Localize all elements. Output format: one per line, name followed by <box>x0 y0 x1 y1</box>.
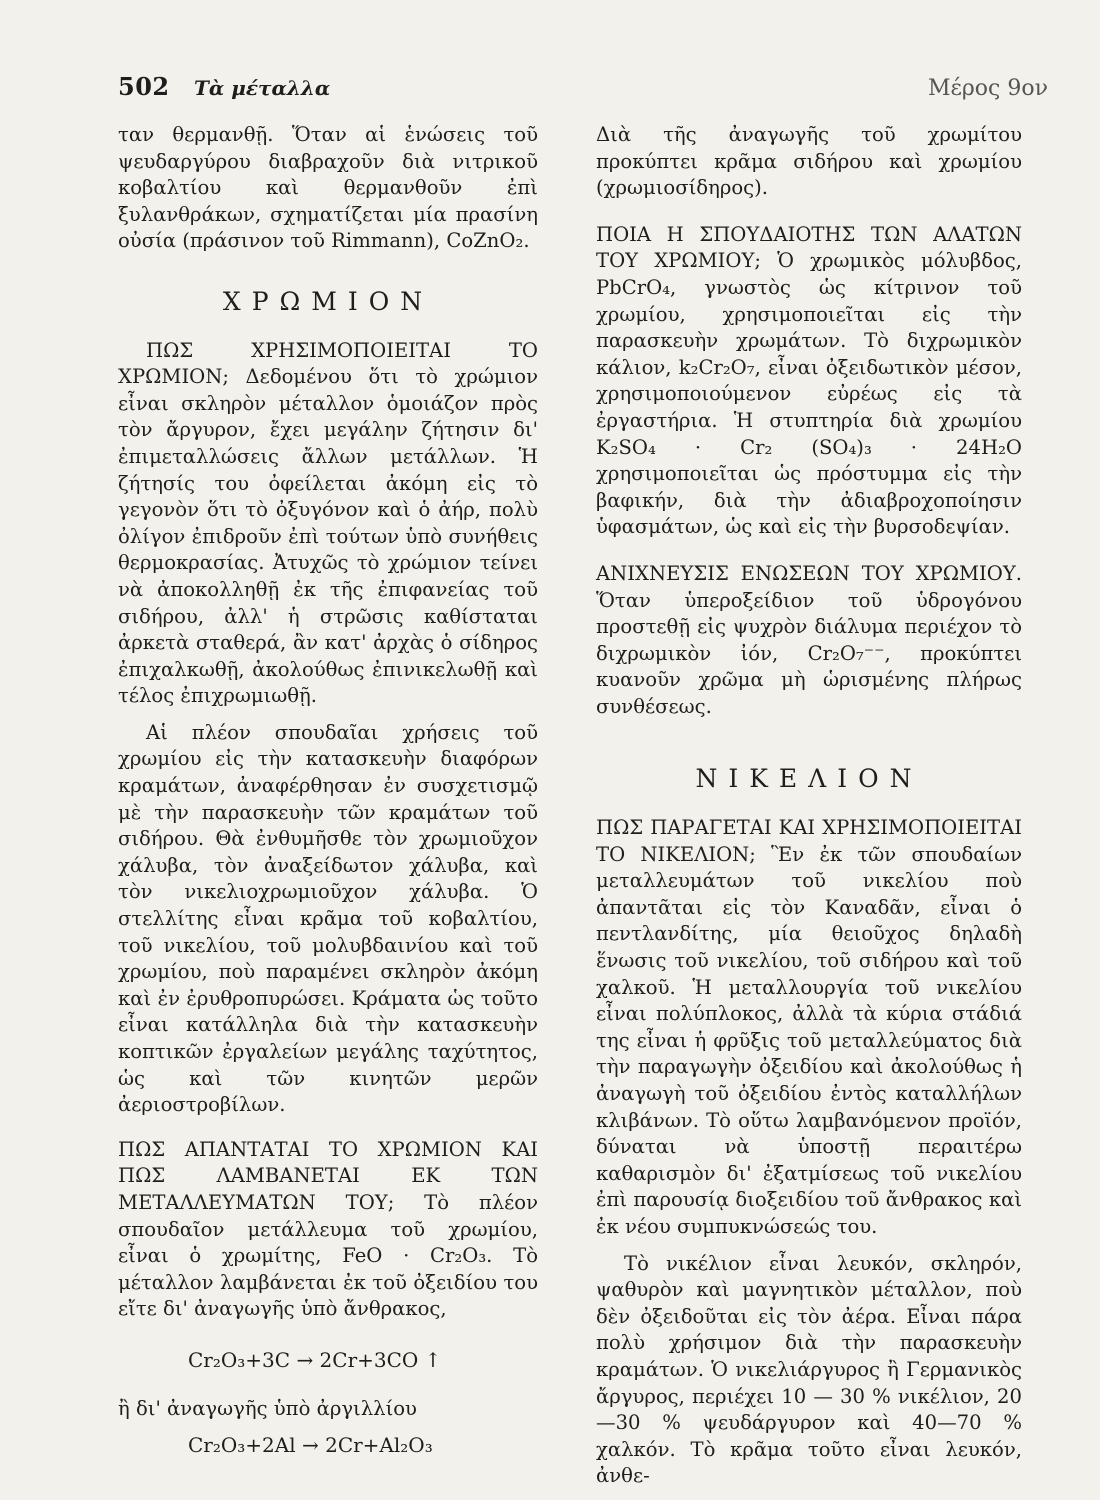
question-heading-detection: ΑΝΙΧΝΕΥΣΙΣ ΕΝΩΣΕΩΝ ΤΟΥ ΧΡΩΜΙΟΥ. <box>596 561 1022 585</box>
part-label: Μέρος 9ον <box>927 76 1048 101</box>
paragraph-ferrochrome: Διὰ τῆς ἀναγωγῆς τοῦ χρωμίτου προκύπτει κρᾶμα σιδήρου καὶ χρωμίου (χρωμιοσίδηρος). <box>596 123 1022 200</box>
running-title: Τὰ μέταλλα <box>194 76 331 100</box>
left-column <box>118 122 538 1481</box>
paragraph-text: Ὁ χρωμικὸς μόλυβδος, PbCrO₄, γνωστὸς ὡς κίτρινον τοῦ χρωμίου, χρησιμοποιεῖται εἰς τὴν παρασκευὴν χρωμάτων. Τὸ διχρωμικὸν κάλιον, k₂Cr₂O₇, εἶναι ὀξειδωτικὸν μέσον, χρησιμοποιούμενον εὐρέως εἰς τὰ ἐργαστήρια. Ἡ στυπτηρία διὰ χρωμίου K₂SO₄ · Cr₂ (SO₄)₃ · 24H₂O χρησιμοποιεῖται ὡς πρόστυμμα εἰς τὴν βαφικήν, διὰ τὴν ἀδιαβροχοποίησιν ὑφασμάτων, ὡς καὶ εἰς τὴν βυρσοδεψίαν. <box>596 249 1022 539</box>
question-heading-salts: ΠΟΙΑ Η ΣΠΟΥΔΑΙΟΤΗΣ ΤΩΝ ΑΛΑΤΩΝ ΤΟΥ ΧΡΩΜΙΟΥ; <box>596 222 1022 273</box>
paragraph-text: Ὅταν ὑπεροξείδιον τοῦ ὑδρογόνου προστεθῇ εἰς ψυχρὸν διάλυμα περιέχον τὸ διχρωμικὸν ἰόν, Cr₂O₇⁻⁻, προκύπτει κυανοῦν χρῶμα μὴ ὡρισμένης πλήρως συνθέσεως. <box>596 588 1022 718</box>
question-heading-uses: ΠΩΣ ΧΡΗΣΙΜΟΠΟΙΕΙΤΑΙ ΤΟ ΧΡΩΜΙΟΝ; <box>118 338 538 389</box>
page-header <box>118 72 1048 106</box>
paragraph-chromium-detection <box>596 561 1022 721</box>
page-number: 502 <box>118 72 170 101</box>
paragraph-nickel-properties: Τὸ νικέλιον εἶναι λευκόν, σκληρόν, ψαθυρὸν καὶ μαγνητικὸν μέταλλον, ποὺ δὲν ὀξειδοῦται εἰς τὸν ἀέρα. Εἶναι πάρα πολὺ χρήσιμον διὰ τὴν παρασκευὴν κραμάτων. Ὁ νικελιάργυρος ἢ Γερμανικὸς ἄργυρος, περιέχει 10 — 30 % νικέλιον, 20 —30 % ψευδάργυρον καὶ 40—70 % χαλκόν. Τὸ κρᾶμα τοῦτο εἶναι λευκόν, ἀνθε- <box>596 1251 1022 1488</box>
paragraph-text: Ἓν ἐκ τῶν σπουδαίων μεταλλευμάτων τοῦ νικελίου ποὺ ἀπαντᾶται εἰς τὸν Καναδᾶν, εἶναι ὁ πεντλανδίτης, μία θειοῦχος δηλαδὴ ἕνωσις τοῦ νικελίου, τοῦ σιδήρου καὶ τοῦ χαλκοῦ. Ἡ μεταλλουργία τοῦ νικελίου εἶναι πολύπλοκος, ἀλλὰ τὰ κύρια στάδιά της εἶναι ἡ φρῦξις τοῦ μεταλλεύματος διὰ τὴν παραγωγὴν ὀξειδίου καὶ ἀκολούθως ἡ ἀναγωγὴ τοῦ ὀξειδίου ἐντὸς καταλλήλων κλιβάνων. Τὸ οὕτω λαμβανόμενον προϊόν, δύναται νὰ ὑποστῇ περαιτέρω καθαρισμὸν δι' ἐξατμίσεως τοῦ νικελίου ἐπὶ παρουσίᾳ διοξειδίου τοῦ ἄνθρακος καὶ ἐκ νέου συμπυκνώσεώς του. <box>596 842 1023 1238</box>
question-heading-nickel: ΠΩΣ ΠΑΡΑΓΕΤΑΙ ΚΑΙ ΧΡΗΣΙΜΟΠΟΙΕΙΤΑΙ ΤΟ ΝΙΚΕΛΙΟΝ; <box>596 816 1022 866</box>
paragraph-text: Τὸ πλέον σπουδαῖον μετάλλευμα τοῦ χρωμίου, εἶναι ὁ χρωμίτης, FeO · Cr₂O₃. Τὸ μέταλλον λαμβάνεται ἐκ τοῦ ὀξειδίου του εἴτε δι' ἀναγωγῆς ὑπὸ ἄνθρακος, <box>118 1190 538 1321</box>
section-heading-nickel: ΝΙΚΕΛΙΟΝ <box>695 764 923 794</box>
equation-carbon-reduction: Cr₂O₃+3C → 2Cr+3CO ↑ <box>188 1347 442 1372</box>
paragraph-chromium-alloys: Αἱ πλέον σπουδαῖαι χρήσεις τοῦ χρωμίου εἰς τὴν κατασκευὴν διαφόρων κραμάτων, ἀναφέρθησαν ἐν συσχετισμῷ μὲ τὴν παρασκευὴν τῶν κραμάτων τοῦ σιδήρου. Θὰ ἐνθυμῆσθε τὸν χρωμιοῦχον χάλυβα, τὸν ἀναξείδωτον χάλυβα, καὶ τὸν νικελιοχρωμιοῦχον χάλυβα. Ὁ στελλίτης εἶναι κρᾶμα τοῦ κοβαλτίου, τοῦ νικελίου, τοῦ μολυβδαινίου καὶ τοῦ χρωμίου, ποὺ παραμένει σκληρὸν ἀκόμη καὶ ἐν ἐρυθροπυρώσει. Κράματα ὡς τοῦτο εἶναι κατάλληλα διὰ τὴν κατασκευὴν κοπτικῶν ἐργαλείων μεγάλης ταχύτητος, ὡς καὶ τῶν κινητῶν μερῶν ἀεριοστροβίλων. <box>118 720 538 1117</box>
equation-connector: ἢ δι' ἀναγωγῆς ὑπὸ ἀργιλλίου <box>118 1396 417 1420</box>
paragraph-zinc-continuation: ταν θερμανθῇ. Ὅταν αἱ ἑνώσεις τοῦ ψευδαργύρου διαβραχοῦν διὰ νιτρικοῦ κοβαλτίου καὶ θερμανθοῦν ἐπὶ ξυλανθράκων, σχηματίζεται μία πρασίνη οὐσία (πράσινον τοῦ Rimmann), CoZnO₂. <box>118 123 538 253</box>
paragraph-text: Δεδομένου ὅτι τὸ χρώμιον εἶναι σκληρὸν μέταλλον ὁμοιάζον πρὸς τὸν ἄργυρον, ἔχει μεγάλην ζήτησιν δι' ἐπιμεταλλώσεις ἄλλων μετάλλων. Ἡ ζήτησίς του ὀφείλεται ἀκόμη εἰς τὸ γεγονὸν ὅτι τὸ ὀξυγόνον καὶ ὁ ἀήρ, πολὺ ὀλίγον ἐπιδροῦν ἐπὶ τούτων ὑπὸ συνήθεις θερμοκρασίας. Ἀτυχῶς τὸ χρώμιον τείνει νὰ ἀποκολληθῇ ἐκ τῆς ἐπιφανείας τοῦ σιδήρου, ἀλλ' ἡ στρῶσις καθίσταται ἀρκετὰ σταθερά, ἂν κατ' ἀρχὰς ὁ σίδηρος ἐπιχαλκωθῇ, ἀκολούθως ἐπινικελωθῇ καὶ τέλος ἐπιχρωμιωθῇ. <box>118 365 538 708</box>
paragraph-chromium-salts <box>596 222 1022 541</box>
right-column <box>596 122 1022 1500</box>
paragraph-nickel-production <box>596 815 1022 1241</box>
paragraph-chromium-uses <box>118 338 538 710</box>
paragraph-chromium-ores <box>118 1137 538 1323</box>
question-heading-ores: ΠΩΣ ΑΠΑΝΤΑΤΑΙ ΤΟ ΧΡΩΜΙΟΝ ΚΑΙ ΠΩΣ ΛΑΜΒΑΝΕΤΑΙ ΕΚ ΤΩΝ ΜΕΤΑΛΛΕΥΜΑΤΩΝ ΤΟΥ; <box>118 1137 538 1214</box>
equation-aluminum-reduction: Cr₂O₃+2Al → 2Cr+Al₂O₃ <box>188 1433 433 1458</box>
section-heading-chromium: ΧΡΩΜΙΟΝ <box>222 286 434 316</box>
